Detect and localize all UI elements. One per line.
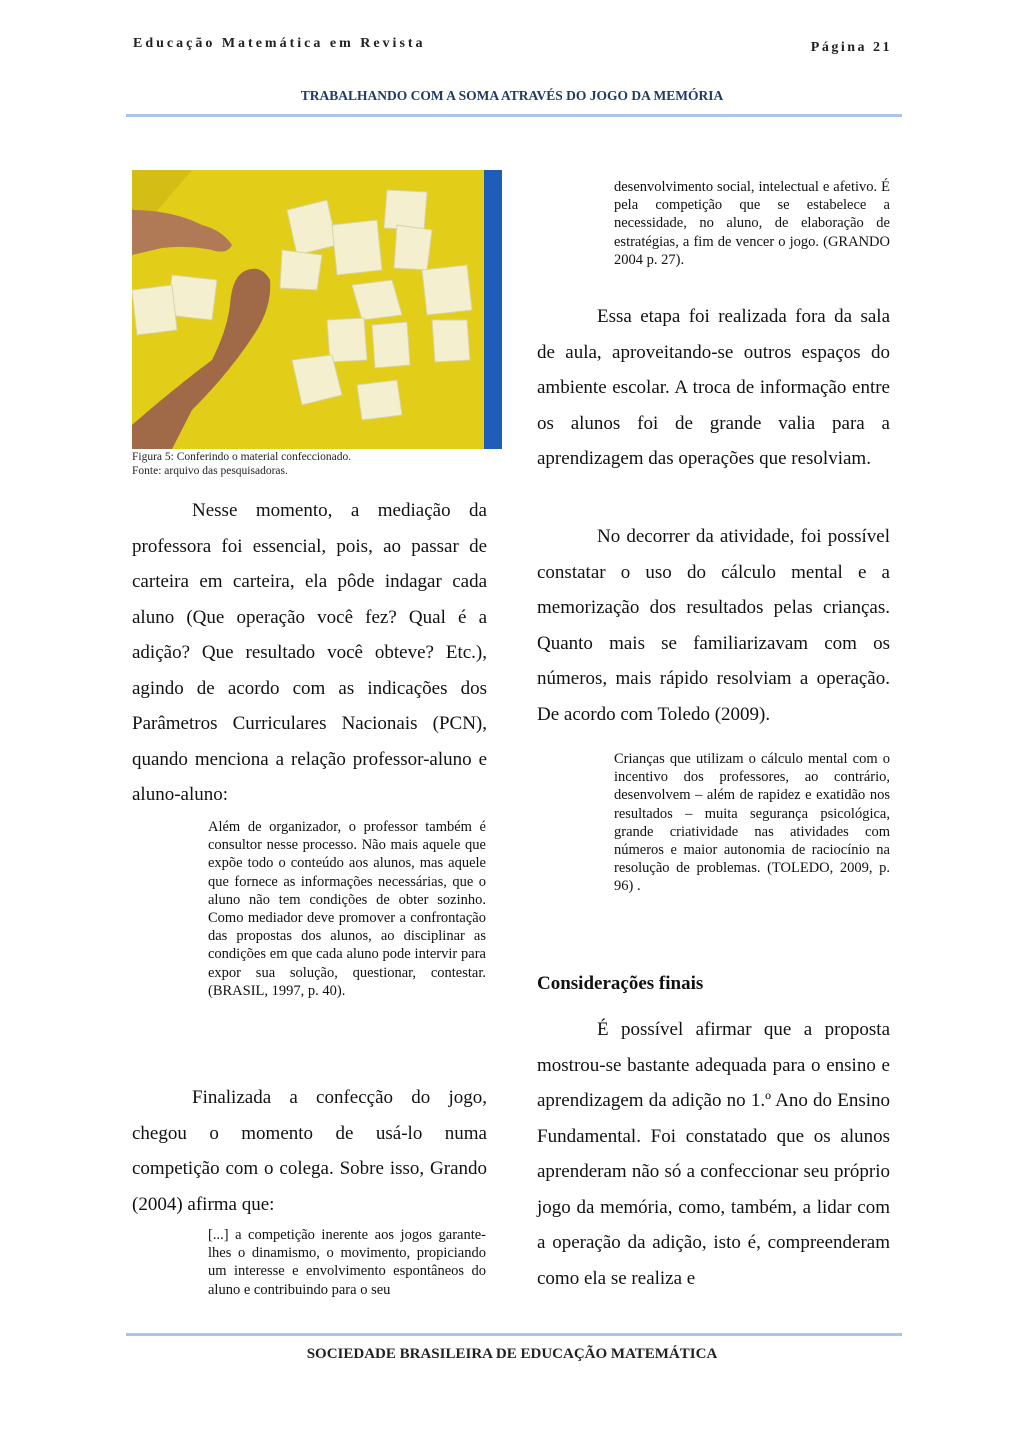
right-paragraph-3 [537, 1012, 890, 1296]
left-paragraph-1 [132, 493, 487, 813]
right-block-quote: Crianças que utilizam o cálculo mental com o incentivo dos professores, ao contrário, desenvolvem – além de rapidez e exatidão nos resultados – muita segurança psicológica, grande criatividade nas atividades com números e maior autonomia de raciocínio na resolução de problemas. (TOLEDO, 2009, p. 96) . [614, 751, 890, 895]
paragraph: É possível afirmar que a proposta mostrou-se bastante adequada para o ensino e aprendizagem da adição no 1.º Ano do Ensino Fundamental. Foi constatado que os alunos aprenderam não só a confeccionar seu próprio jogo da memória, como, também, a lidar com a operação da adição, isto é, compreenderam como ela se realiza e [537, 1019, 890, 1289]
journal-title: Educação Matemática em Revista [133, 36, 426, 51]
paragraph: Essa etapa foi realizada fora da sala de aula, aproveitando-se outros espaços do ambiente escolar. A troca de informação entre os alunos foi de grande valia para a aprendizagem das operações que resolviam. [537, 306, 890, 469]
header-rule [126, 114, 902, 117]
figure-photo [132, 170, 502, 449]
blue-object [484, 170, 502, 449]
section-heading: Considerações finais [537, 973, 704, 994]
paragraph: No decorrer da atividade, foi possível constatar o uso do cálculo mental e a memorização dos resultados pelas crianças. Quanto mais se familiarizavam com os números, mais rápido resolviam a operação. De acordo com Toledo (2009). [537, 526, 890, 725]
paragraph: Finalizada a confecção do jogo, chegou o momento de usá-lo numa competição com o colega. Sobre isso, Grando (2004) afirma que: [132, 1087, 487, 1215]
page-number: Página 21 [810, 40, 892, 55]
left-block-quote-2: [...] a competição inerente aos jogos garante-lhes o dinamismo, o movimento, propiciando um interesse e envolvimento espontâneos do aluno e contribuindo para o seu [208, 1227, 486, 1298]
right-paragraph-2 [537, 519, 890, 732]
photo-illustration [132, 170, 502, 449]
footer-rule [126, 1333, 902, 1336]
article-title: TRABALHANDO COM A SOMA ATRAVÉS DO JOGO DA MEMÓRIA [300, 88, 724, 103]
caption-title: Figura 5: Conferindo o material confeccionado. [132, 451, 352, 463]
footer-text: SOCIEDADE BRASILEIRA DE EDUCAÇÃO MATEMÁTICA [306, 1346, 718, 1362]
left-paragraph-2 [132, 1080, 487, 1222]
right-block-quote-continued: desenvolvimento social, intelectual e afetivo. É pela competição que se estabelece a necessidade, no aluno, de elaboração de estratégias, a fim de vencer o jogo. (GRANDO 2004 p. 27). [614, 179, 890, 268]
figure-caption [132, 450, 492, 478]
left-block-quote-1: Além de organizador, o professor também é consultor nesse processo. Não mais aquele que expõe todo o conteúdo aos alunos, mas aquele que fornece as informações necessárias, que o aluno não tem condições de obter sozinho. Como mediador deve promover a confrontação das propostas dos alunos, ao disciplinar as condições em que cada aluno pode intervir para expor sua solução, questionar, contestar. (BRASIL, 1997, p. 40). [208, 819, 486, 999]
paragraph: Nesse momento, a mediação da professora foi essencial, pois, ao passar de carteira em carteira, ela pôde indagar cada aluno (Que operação você fez? Qual é a adição? Que resultado você obteve? Etc.), agindo de acordo com as indicações dos Parâmetros Curriculares Nacionais (PCN), quando menciona a relação professor-aluno e aluno-aluno: [132, 500, 487, 805]
right-paragraph-1 [537, 299, 890, 477]
caption-source: Fonte: arquivo das pesquisadoras. [132, 465, 288, 477]
